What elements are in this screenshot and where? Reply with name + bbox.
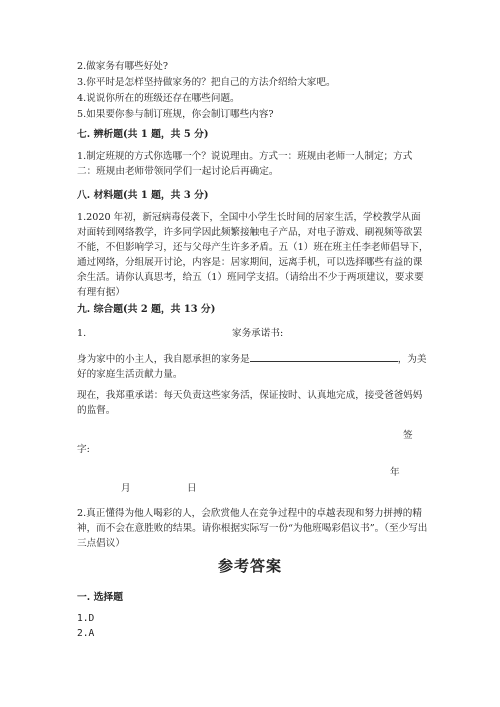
letter-paragraph <box>77 351 429 382</box>
date-month: 月 <box>121 483 131 494</box>
letter-title: 家务承诺书: <box>232 328 284 339</box>
question-text: 2.真正懂得为他人喝彩的人，会欣赏他人在竞争过程中的卓越表现和努力拼搏的精神，而不会在意胜败的结果。请你根据实际写一份“为他班喝彩倡议书”。（至少写出三点倡议） <box>77 508 428 549</box>
section-heading: 九. 综合题(共 2 题，共 13 分) <box>77 304 216 315</box>
section-text: 1.2020 年初，新冠病毒侵袭下，全国中小学生长时间的居家生活，学校教学从面对面转到网络教学，许多同学因此频繁接触电子产品，对电子游戏、刷视频等欲罢不能，不但影响学习，还与父母产生许多矛盾。五（1）班在班主任李老师倡导下，通过网络，分组展开讨论，内容是：居家期间，远离手机，可以选择哪些有益的课余生活。请你认真思考，给五（1）班同学支招。（请给出不少于两项建议，要求要有理有据） <box>77 212 429 298</box>
section-heading: 七. 辨析题(共 1 题，共 5 分) <box>77 129 209 140</box>
letter-text: ，为美好的家庭生活贡献力量。 <box>77 354 427 380</box>
blank-line[interactable] <box>250 351 398 362</box>
signature-label: 签 <box>403 430 413 441</box>
date-day: 日 <box>187 483 197 494</box>
question-item: 3.你平时是怎样坚持做家务的？把自己的方法介绍给大家吧。 <box>77 77 336 88</box>
answer-item: 2.A <box>77 628 95 639</box>
question-number: 1. <box>77 328 87 339</box>
question-item: 5.如果要你参与制订班规，你会制订哪些内容? <box>77 109 274 120</box>
signature-label: 字: <box>77 444 90 455</box>
answers-title: 参考答案 <box>217 557 282 575</box>
letter-text: 身为家中的小主人，我自愿承担的家务是 <box>77 354 250 365</box>
answers-section-heading: 一. 选择题 <box>77 592 124 603</box>
answer-item: 1.D <box>77 613 95 624</box>
section-text: 1.制定班规的方式你选哪一个？说说理由。方式一：班规由老师一人制定；方式二：班规由老师带领同学们一起讨论后再确定。 <box>77 151 413 177</box>
date-year: 年 <box>390 467 400 478</box>
letter-paragraph: 现在，我郑重承诺：每天负责这些家务活，保证按时、认真地完成，接受爸爸妈妈的监督。 <box>77 390 423 416</box>
question-item: 2.做家务有哪些好处? <box>77 61 169 72</box>
question-item: 4.说说你所在的班级还存在哪些问题。 <box>77 93 240 104</box>
section-heading: 八. 材料题(共 1 题，共 3 分) <box>77 190 209 201</box>
